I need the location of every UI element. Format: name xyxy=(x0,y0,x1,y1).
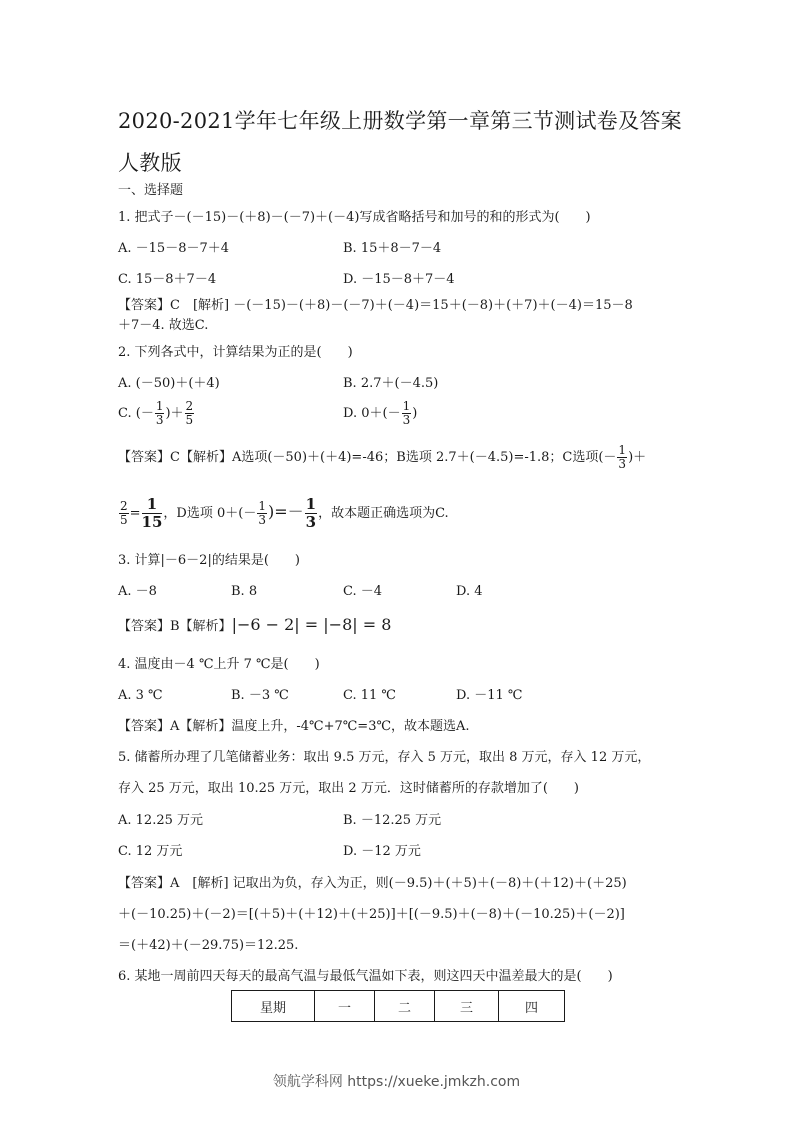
question-3-option-d: D. 4 xyxy=(456,584,483,599)
page-title: 2020-2021学年七年级上册数学第一章第三节测试卷及答案人教版 xyxy=(118,109,682,175)
option-d-text: D. 0＋(－ xyxy=(343,406,401,421)
table-header-cell: 四 xyxy=(499,991,565,1022)
answer-text: )=－ xyxy=(267,502,304,521)
question-5-option-c: C. 12 万元 xyxy=(118,844,183,859)
table-header-cell: 二 xyxy=(375,991,435,1022)
question-5-answer-cont: ＝(＋42)＋(－29.75)＝12.25. xyxy=(118,938,299,953)
question-4-option-a: A. 3 ℃ xyxy=(118,688,163,703)
answer-text: ，D选项 0＋(－ xyxy=(163,506,257,521)
question-3-stem: 3. 计算|－6－2|的结果是( ) xyxy=(118,553,300,568)
question-5-answer: 【答案】A [解析] 记取出为负，存入为正，则(－9.5)＋(＋5)＋(－8)＋(＋12)＋(＋25) xyxy=(118,876,627,891)
option-c-text: C. (－ xyxy=(118,406,154,421)
option-d-text: ) xyxy=(412,406,418,421)
question-1-option-c: C. 15－8＋7－4 xyxy=(118,272,217,287)
question-3-option-c: C. －4 xyxy=(343,584,383,599)
question-4-option-d: D. －11 ℃ xyxy=(456,688,523,703)
question-5-stem: 5. 储蓄所办理了几笔储蓄业务：取出 9.5 万元，存入 5 万元，取出 8 万元，存入 12 万元， xyxy=(118,750,651,765)
question-5-stem-cont: 存入 25 万元，取出 10.25 万元，取出 2 万元．这时储蓄所的存款增加了( ) xyxy=(118,781,579,796)
question-5-option-b: B. －12.25 万元 xyxy=(343,813,442,828)
footer-watermark: 领航学科网 https://xueke.jmkzh.com xyxy=(272,1074,521,1090)
answer-text: = xyxy=(129,506,141,521)
question-1-answer-cont: ＋7－4. 故选C. xyxy=(118,318,209,333)
fraction: $\frac{2}{5}$ xyxy=(120,499,128,527)
table-row xyxy=(232,991,565,1022)
fraction: $\frac{2}{5}$ xyxy=(185,399,194,427)
fraction: $\frac{1}{3}$ xyxy=(618,443,627,471)
question-2-option-a: A. (－50)＋(＋4) xyxy=(118,376,220,391)
table-header-cell: 三 xyxy=(435,991,499,1022)
question-4-stem: 4. 温度由－4 ℃上升 7 ℃是( ) xyxy=(118,657,320,672)
question-5-answer-cont: ＋(－10.25)＋(－2)＝[(＋5)＋(＋12)＋(＋25)]＋[(－9.5)＋(－8)＋(－10.25)＋(－2)] xyxy=(118,907,625,922)
question-2-answer-cont xyxy=(118,496,449,531)
question-1-stem: 1. 把式子－(－15)－(＋8)－(－7)＋(－4)写成省略括号和加号的和的形式为( ) xyxy=(118,210,591,225)
fraction: $\frac{1}{15}$ xyxy=(141,495,163,531)
question-2-answer xyxy=(118,444,646,471)
question-3-option-a: A. －8 xyxy=(118,584,157,599)
table-header-cell: 一 xyxy=(315,991,375,1022)
answer-text: ，故本题正确选项为C. xyxy=(318,506,449,521)
question-5-option-d: D. －12 万元 xyxy=(343,844,421,859)
question-3-answer xyxy=(118,616,391,636)
question-2-option-c xyxy=(118,400,195,427)
fraction: $\frac{1}{3}$ xyxy=(155,399,164,427)
table-header-cell: 星期 xyxy=(232,991,315,1022)
question-1-answer: 【答案】C [解析] －(－15)－(＋8)－(－7)＋(－4)＝15＋(－8)＋(＋7)＋(－4)＝15－8 xyxy=(118,298,633,313)
question-2-option-b: B. 2.7＋(－4.5) xyxy=(343,376,439,391)
question-4-option-b: B. －3 ℃ xyxy=(231,688,289,703)
option-c-text: )＋ xyxy=(165,406,184,421)
answer-text: )＋ xyxy=(628,450,647,465)
answer-label: 【答案】B【解析】 xyxy=(118,619,232,634)
question-1-option-a: A. －15－8－7＋4 xyxy=(118,241,230,256)
section-heading: 一、选择题 xyxy=(118,183,184,198)
temperature-table xyxy=(231,990,565,1022)
question-6-stem: 6. 某地一周前四天每天的最高气温与最低气温如下表，则这四天中温差最大的是( ) xyxy=(118,969,613,984)
fraction: $\frac{1}{3}$ xyxy=(305,495,317,531)
answer-math: |−6 − 2| = |−8| = 8 xyxy=(231,615,392,634)
question-4-option-c: C. 11 ℃ xyxy=(343,688,396,703)
question-3-option-b: B. 8 xyxy=(231,584,258,599)
question-4-answer: 【答案】A【解析】温度上升，-4℃+7℃=3℃，故本题选A. xyxy=(118,719,470,734)
fraction: $\frac{1}{3}$ xyxy=(402,399,411,427)
fraction: $\frac{1}{3}$ xyxy=(258,499,266,527)
question-1-option-d: D. －15－8＋7－4 xyxy=(343,272,455,287)
question-1-option-b: B. 15＋8－7－4 xyxy=(343,241,442,256)
question-2-option-d xyxy=(343,400,417,427)
question-2-stem: 2. 下列各式中，计算结果为正的是( ) xyxy=(118,345,353,360)
answer-text: 【答案】C【解析】A选项(－50)＋(＋4)=-46；B选项 2.7＋(－4.5)=-1.8；C选项(－ xyxy=(118,450,617,465)
question-5-option-a: A. 12.25 万元 xyxy=(118,813,204,828)
